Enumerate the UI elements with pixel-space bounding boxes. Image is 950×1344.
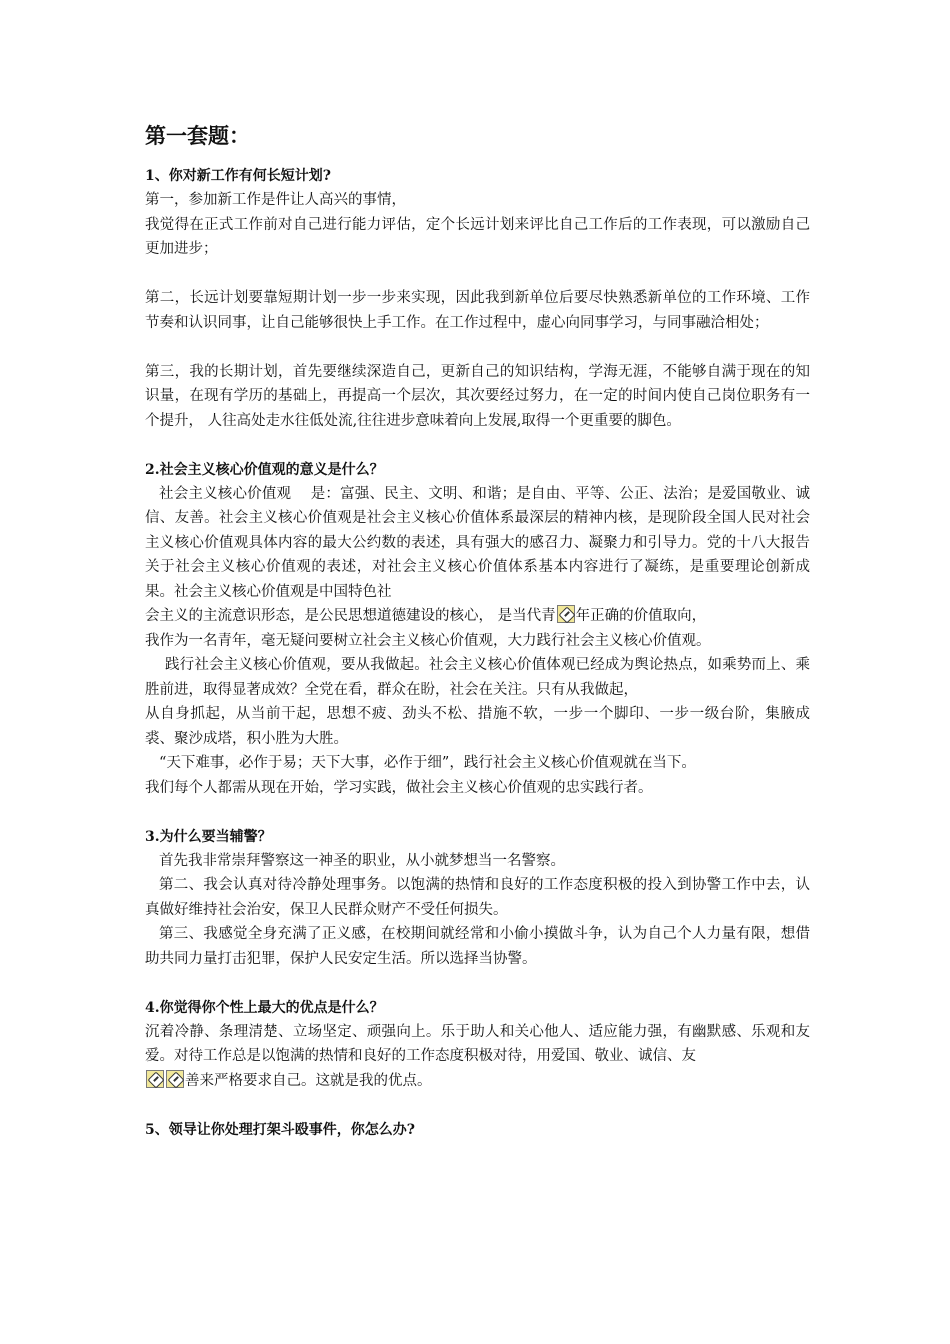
q2-paragraph-2 [145, 604, 810, 629]
q2-paragraph-6: “天下难事，必作于易；天下大事，必作于细”，践行社会主义核心价值观就在当下。 [159, 755, 696, 771]
q2-paragraph-1: 社会主义核心价值观 是：富强、民主、文明、和谐；是自由、平等、公正、法治；是爱国敬业、诚信、友善。社会主义核心价值观是社会主义核心价值体系最深层的精神内核，是现阶段全国人民对社会主义核心价值观具体内容的最大公约数的表述，具有强大的感召力、凝聚力和引导力。党的十八大报告关于社会主义核心价值观的表述，对社会主义核心价值体系基本内容进行了凝练，是重要理论创新成果。社会主义核心价值观是中国特色社 [145, 485, 810, 600]
q2-paragraph-5: 从自身抓起，从当前干起，思想不疲、劲头不松、措施不软，一步一个脚印、一步一级台阶，集腋成裘、聚沙成塔，积小胜为大胜。 [145, 706, 810, 747]
q2-paragraph-2-part-b: 年正确的价值取向， [575, 608, 707, 624]
q4-paragraph-2-text: 善来严格要求自己。这就是我的优点。 [185, 1072, 432, 1089]
document-page [145, 118, 810, 1142]
q2-paragraph-7: 我们每个人都需从现在开始，学习实践，做社会主义核心价值观的忠实践行者。 [145, 779, 653, 796]
q2-paragraph-3: 我作为一名青年，毫无疑问要树立社会主义核心价值观，大力践行社会主义核心价值观。 [145, 632, 711, 649]
q1-paragraph-2: 第二，长远计划要靠短期计划一步一步来实现，因此我到新单位后要尽快熟悉新单位的工作环境、工作节奏和认识同事，让自己能够很快上手工作。在工作过程中，虚心向同事学习，与同事融洽相处； [145, 290, 810, 331]
q1-paragraph-1-line-2: 我觉得在正式工作前对自己进行能力评估，定个长远计划来评比自己工作后的工作表现，可以激励自己更加进步； [145, 216, 810, 257]
q1-paragraph-3: 第三，我的长期计划，首先要继续深造自己，更新自己的知识结构，学海无涯，不能够自满于现在的知识量，在现有学历的基础上，再提高一个层次，其次要经过努力，在一定的时间内使自己岗位职务有一个提升， 人往高处走水往低处流,往往进步意味着向上发展,取得一个更重要的脚色。 [145, 363, 810, 429]
question-5: 5、领导让你处理打架斗殴事件，你怎么办? [145, 1121, 415, 1138]
q1-paragraph-1-line-1: 第一，参加新工作是件让人高兴的事情， [145, 192, 406, 208]
q4-paragraph-1: 沉着冷静、条理清楚、立场坚定、顽强向上。乐于助人和关心他人、适应能力强，有幽默感、乐观和友爱。对待工作总是以饱满的热情和良好的工作态度积极对待，用爱国、敬业、诚信、友 [145, 1023, 810, 1064]
q2-paragraph-2-part-a: 会主义的主流意识形态，是公民思想道德建设的核心， 是当代青 [145, 608, 556, 624]
broken-image-icon [146, 1070, 164, 1088]
q2-paragraph-4: 践行社会主义核心价值观，要从我做起。社会主义核心价值体观已经成为舆论热点，如乘势而上、乘胜前进，取得显著成效？全党在看，群众在盼，社会在关注。只有从我做起， [145, 657, 810, 698]
q3-paragraph-3: 第三、我感觉全身充满了正义感，在校期间就经常和小偷小摸做斗争，认为自己个人力量有限，想借助共同力量打击犯罪，保护人民安定生活。所以选择当协警。 [145, 926, 810, 967]
question-3: 3.为什么要当辅警？ [145, 828, 272, 845]
question-2: 2.社会主义核心价值观的意义是什么？ [145, 461, 384, 478]
page-title: 第一套题： [145, 123, 250, 148]
broken-image-icon [557, 605, 575, 623]
question-1: 1、你对新工作有何长短计划? [145, 168, 331, 184]
q3-paragraph-2: 第二、我会认真对待冷静处理事务。以饱满的热情和良好的工作态度积极的投入到协警工作中去，认真做好维持社会治安，保卫人民群众财产不受任何损失。 [145, 877, 810, 918]
q4-paragraph-2 [145, 1069, 810, 1094]
q3-paragraph-1: 首先我非常崇拜警察这一神圣的职业，从小就梦想当一名警察。 [159, 852, 565, 869]
broken-image-icon [166, 1070, 184, 1088]
question-4: 4.你觉得你个性上最大的优点是什么？ [145, 999, 384, 1016]
